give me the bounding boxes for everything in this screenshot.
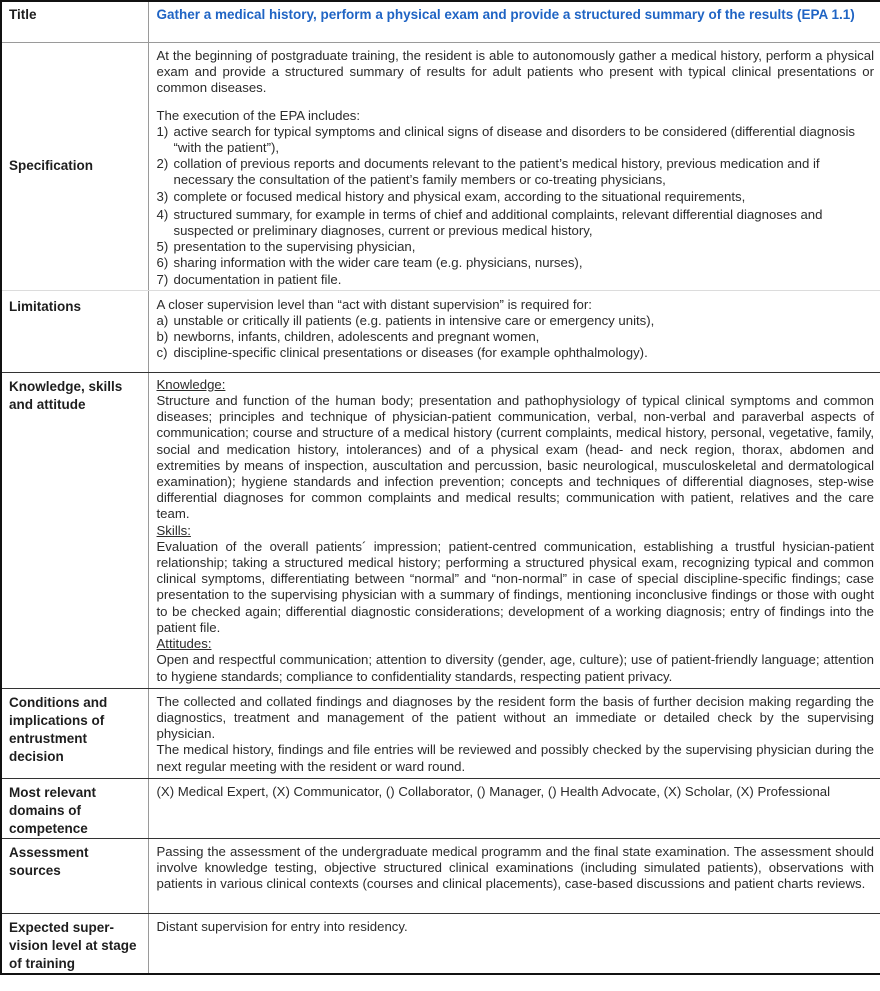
row-knowledge-skills-attitude: [1, 372, 880, 688]
limitations-lead: A closer supervision level than “act with distant supervision” is required for:: [156, 296, 592, 312]
row-limitations: [1, 290, 880, 372]
list-item: [157, 329, 875, 345]
row-assessment: [1, 838, 880, 913]
epa-title: Gather a medical history, perform a physical exam and provide a structured summary of the results (EPA 1.1): [148, 1, 880, 43]
list-marker: c): [156, 345, 168, 361]
row-domains: [1, 778, 880, 838]
list-marker: 4): [156, 206, 169, 222]
list-item-text: newborns, infants, children, adolescents and pregnant women,: [173, 329, 540, 345]
list-item-text: complete or focused medical history and physical exam, according to the situational requirements,: [173, 188, 746, 204]
list-item: [157, 124, 875, 156]
domains-content: (X) Medical Expert, (X) Communicator, () Collaborator, () Manager, () Health Advocate, (X) Scholar, (X) Professional: [148, 778, 880, 838]
row-label-limitations: Limitations: [1, 290, 148, 372]
conditions-paragraph: The collected and collated findings and diagnoses by the resident form the basis of further decision making regarding the diagnostics, treatment and management of the patient without an immediate or detailed check by the supervising physician.: [156, 693, 874, 742]
list-marker: 3): [156, 188, 169, 204]
assessment-content: Passing the assessment of the undergraduate medical programm and the final state examination. The assessment should involve knowledge testing, objective structured clinical examinations (including simulated patients), observations with patients in various clinical contexts (courses and clinical placements), case-based discussions and patient charts reviews.: [148, 838, 880, 913]
list-item-text: unstable or critically ill patients (e.g. patients in intensive care or emergency units),: [173, 313, 655, 329]
specification-lead: The execution of the EPA includes:: [156, 107, 361, 123]
list-item: [157, 345, 875, 361]
row-title: [1, 1, 880, 43]
list-marker: 1): [156, 123, 169, 139]
row-label-expected: Expected super-vision level at stage of training: [1, 913, 148, 974]
list-item: [157, 313, 875, 329]
specification-intro: At the beginning of postgraduate training, the resident is able to autonomously gather a medical history, perform a physical exam and provide a structured summary of results for adult patients who present with typical clinical presentations or common diseases.: [156, 48, 874, 96]
attitudes-heading: Attitudes:: [156, 636, 212, 652]
list-marker: b): [156, 329, 169, 345]
list-marker: 6): [156, 255, 169, 271]
specification-content: [148, 43, 880, 291]
list-item: [157, 189, 875, 205]
row-label-ksa: Knowledge, skills and attitude: [1, 372, 148, 688]
ksa-content: [148, 372, 880, 688]
list-marker: a): [156, 313, 169, 329]
list-item-text: collation of previous reports and documents relevant to the patient’s medical history, previous medication and if necessary the consultation of the patient’s family members or co-treating physicians,: [173, 156, 820, 188]
row-label-domains: Most relevant domains of competence: [1, 778, 148, 838]
row-specification: [1, 43, 880, 291]
knowledge-text: Structure and function of the human body; presentation and pathophysiology of typical clinical symptoms and common diseases; principles and technique of physician-patient communication, verbal, non-verbal and paraverbal aspects of communication; course and structure of a medical history (current complaints, medical history, personal, vegetative, family, social and medication history, intolerances) and of a physical exam (head- and neck region, thorax, abdomen and extremities by means of inspection, auscultation and percussion, basic neurological, musculoskeletal and dermatological examination); hygiene standards and infection prevention; concepts and techniques of differential diagnoses, step-wise differential diagnoses for common complaints and medical results; communication with patient, relatives and the care team.: [156, 393, 874, 522]
row-conditions: [1, 688, 880, 778]
list-item: [157, 239, 875, 255]
conditions-paragraph: The medical history, findings and file entries will be reviewed and possibly checked by the supervising physician during the next regular meeting with the resident or ward round.: [156, 742, 874, 774]
list-item-text: active search for typical symptoms and clinical signs of disease and disorders to be considered (differential diagnosis “with the patient”),: [173, 123, 855, 156]
list-item: [157, 156, 875, 188]
list-marker: 5): [156, 239, 169, 255]
skills-heading: Skills:: [156, 522, 191, 538]
list-item-text: documentation in patient file.: [173, 271, 342, 287]
row-label-title: Title: [1, 1, 148, 43]
list-item-text: structured summary, for example in terms of chief and additional complaints, relevant differential diagnoses and suspected or preliminary diagnoses, current or previous medical history,: [173, 206, 823, 239]
knowledge-heading: Knowledge:: [156, 376, 226, 392]
row-label-specification: Specification: [1, 43, 148, 291]
list-marker: 7): [156, 271, 169, 287]
limitations-content: [148, 290, 880, 372]
list-item: [157, 207, 875, 239]
specification-list: [157, 124, 875, 288]
row-label-assessment: Assessment sources: [1, 838, 148, 913]
row-expected-supervision: [1, 913, 880, 974]
list-item-text: presentation to the supervising physician,: [173, 239, 416, 255]
list-marker: 2): [156, 156, 169, 172]
expected-content: Distant supervision for entry into residency.: [156, 918, 408, 934]
list-item-text: sharing information with the wider care team (e.g. physicians, nurses),: [173, 255, 583, 271]
conditions-content: [148, 688, 880, 778]
limitations-list: [157, 313, 875, 362]
row-label-conditions: Conditions and implications of entrustment decision: [1, 688, 148, 778]
attitudes-text: Open and respectful communication; attention to diversity (gender, age, culture); use of patient-friendly language; attention to hygiene standards; compliance to confidentiality standards, respecting patient privacy.: [156, 652, 874, 684]
list-item: [157, 255, 875, 271]
skills-text: Evaluation of the overall patients´ impression; patient-centred communication, establishing a trustful hysician-patient relationship; taking a structured medical history; performing a structured physical exam, recognizing typical and common clinical symptoms, differentiating between “normal” and “non-normal” in case of special discipline-specific findings; case presentation to the supervising physician with a summary of findings, mentioning inconclusive findings or those with ought to be checked again; differential diagnostic considerations; development of a working diagnosis; entry of findings into the patient file.: [156, 538, 874, 635]
list-item: [157, 272, 875, 288]
list-item-text: discipline-specific clinical presentations or diseases (for example ophthalmology).: [173, 345, 648, 361]
